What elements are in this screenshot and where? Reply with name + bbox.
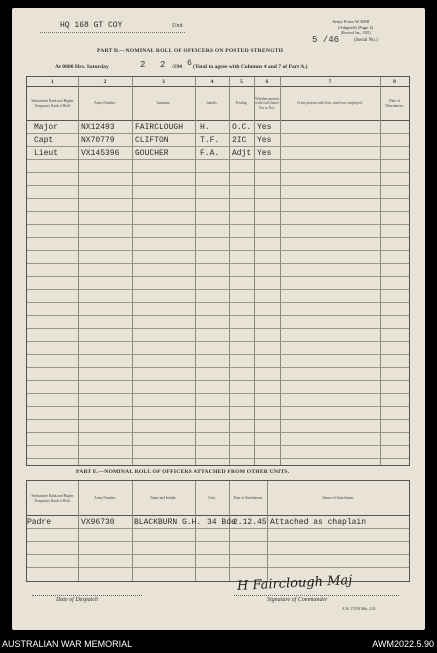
e-row-1-nature: Attached as chaplain — [270, 518, 367, 527]
part-e-table — [26, 480, 410, 582]
ruled-line — [27, 198, 409, 199]
form-ref-1: Army Form W.3008 — [332, 19, 370, 24]
row-1-surname: FAIRCLOUGH — [135, 123, 184, 132]
ruled-line — [27, 406, 409, 407]
e-row-1-unit: 34 Bde — [207, 518, 236, 527]
date-day: 2 — [140, 60, 146, 70]
ruled-line — [27, 302, 409, 303]
col-header-posting: Posting. — [235, 101, 248, 106]
ruled-line — [27, 528, 409, 529]
ruled-line — [27, 276, 409, 277]
col-num-7: 7 — [328, 78, 332, 85]
row-1-present: Yes — [257, 123, 272, 132]
row-3-rank: Lieut — [34, 149, 59, 158]
row-3-army-number: VX145396 — [81, 149, 120, 158]
unit-name: HQ 168 GT COY — [60, 21, 123, 30]
col-header-rank: Substantive Rank and Higher Temporary Rank if Held. — [31, 99, 74, 108]
col-num-1: 1 — [51, 78, 54, 85]
commander-label: Signature of Commander — [267, 597, 328, 603]
ruled-line — [27, 146, 409, 147]
row-2-surname: CLIFTON — [135, 136, 169, 145]
row-3-surname: GOUCHER — [135, 149, 169, 158]
ruled-line — [27, 541, 409, 542]
e-row-1-name: BLACKBURN G.H. — [134, 518, 202, 527]
ruled-line — [27, 263, 409, 264]
part-d-table — [26, 76, 410, 466]
col-num-8: 8 — [393, 78, 396, 85]
col-header-present: Whether present with Unit (insert Yes or No). — [255, 97, 279, 110]
part-e-title: PART E.—NOMINAL ROLL OF OFFICERS ATTACHED FROM OTHER UNITS. — [76, 469, 290, 475]
ruled-line — [27, 133, 409, 134]
ruled-line — [27, 458, 409, 459]
ruled-line — [27, 393, 409, 394]
ruled-line — [27, 445, 409, 446]
row-1-army-number: NX12493 — [81, 123, 115, 132]
col-num-6: 6 — [265, 78, 269, 85]
col-num-4: 4 — [210, 78, 214, 85]
e-col-header-unit: Unit. — [208, 496, 216, 501]
footer-institution: AUSTRALIAN WAR MEMORIAL — [2, 639, 133, 649]
date-line-prefix: At 0600 Hrs. Saturday — [55, 64, 109, 70]
e-row-1-date: 2.12.45 — [233, 518, 267, 527]
ruled-line — [27, 237, 409, 238]
despatch-label: Date of Despatch — [56, 597, 98, 603]
serial-label: (Serial No.) — [354, 38, 378, 43]
despatch-line — [32, 595, 142, 596]
unit-label: Unit — [172, 23, 183, 29]
col-num-2: 2 — [103, 78, 107, 85]
part-d-title: PART D.—NOMINAL ROLL OF OFFICERS ON POSTED STRENGTH — [97, 48, 284, 54]
e-row-1-rank: Padre — [27, 518, 52, 527]
e-col-header-rank: Substantive Rank and Higher Temporary Rank if Held. — [31, 494, 74, 503]
date-year-prefix: /194 — [172, 64, 182, 70]
date-month: 2 — [160, 60, 166, 70]
handwritten-signature: H Fairclough Maj — [236, 572, 353, 595]
unit-underline — [40, 32, 185, 33]
commander-line — [234, 595, 399, 596]
ruled-line — [27, 250, 409, 251]
form-ref-2: (Adapted) (Page 2) — [338, 25, 374, 30]
ruled-line — [27, 185, 409, 186]
e-col-header-nature: Nature of Attachment. — [321, 496, 355, 501]
footer-accession-number: AWM2022.5.90 — [372, 639, 434, 649]
ruled-line — [27, 380, 409, 381]
col-header-employed: If not present with Unit, state how employed. — [297, 101, 363, 106]
col-header-initials: Initials. — [206, 101, 218, 106]
row-2-rank: Capt — [34, 136, 54, 145]
e-row-1-army-number: VX96730 — [81, 518, 115, 527]
row-2-initials: T.F. — [200, 136, 220, 145]
form-page — [12, 8, 425, 630]
archive-footer — [0, 637, 437, 653]
ruled-line — [27, 172, 409, 173]
ruled-line — [27, 315, 409, 316]
printer-code: A.W. 17(59) Mks. 2/43 — [342, 607, 376, 611]
col-header-army-number: Army Number. — [94, 101, 116, 106]
row-2-present: Yes — [257, 136, 272, 145]
e-col-header-name: Name and Initials. — [150, 496, 177, 501]
ruled-line — [27, 354, 409, 355]
row-1-rank: Major — [34, 123, 59, 132]
col-header-detachment: Date of Detachment. — [385, 99, 404, 108]
ruled-line — [27, 554, 409, 555]
ruled-line — [27, 567, 409, 568]
col-header-surname: Surname. — [156, 101, 171, 106]
ruled-line — [27, 367, 409, 368]
col-num-5: 5 — [240, 78, 243, 85]
row-1-posting: O.C. — [232, 123, 252, 132]
row-3-initials: F.A. — [200, 149, 220, 158]
col-num-3: 3 — [162, 78, 165, 85]
row-2-army-number: NX70779 — [81, 136, 115, 145]
ruled-line — [27, 211, 409, 212]
row-2-posting: 2IC — [232, 136, 247, 145]
row-3-present: Yes — [257, 149, 272, 158]
ruled-line — [27, 159, 409, 160]
date-line-suffix: (Total to agree with Columns 4 and 7 of Part A.) — [193, 64, 308, 70]
form-ref-3: (Revised Jan., 1943) — [341, 31, 371, 35]
ruled-line — [27, 289, 409, 290]
serial-value: 5 /46 — [312, 35, 340, 45]
ruled-line — [27, 328, 409, 329]
ruled-line — [27, 224, 409, 225]
part-d-ruled-rows — [27, 120, 409, 465]
row-1-initials: H. — [200, 123, 210, 132]
row-3-posting: Adjt — [232, 149, 252, 158]
ruled-line — [27, 341, 409, 342]
e-col-header-army-number: Army Number. — [94, 496, 116, 501]
ruled-line — [27, 432, 409, 433]
e-col-header-date: Date of Attachment. — [233, 496, 263, 501]
ruled-line — [27, 419, 409, 420]
date-year-suffix: 6 — [187, 59, 192, 68]
